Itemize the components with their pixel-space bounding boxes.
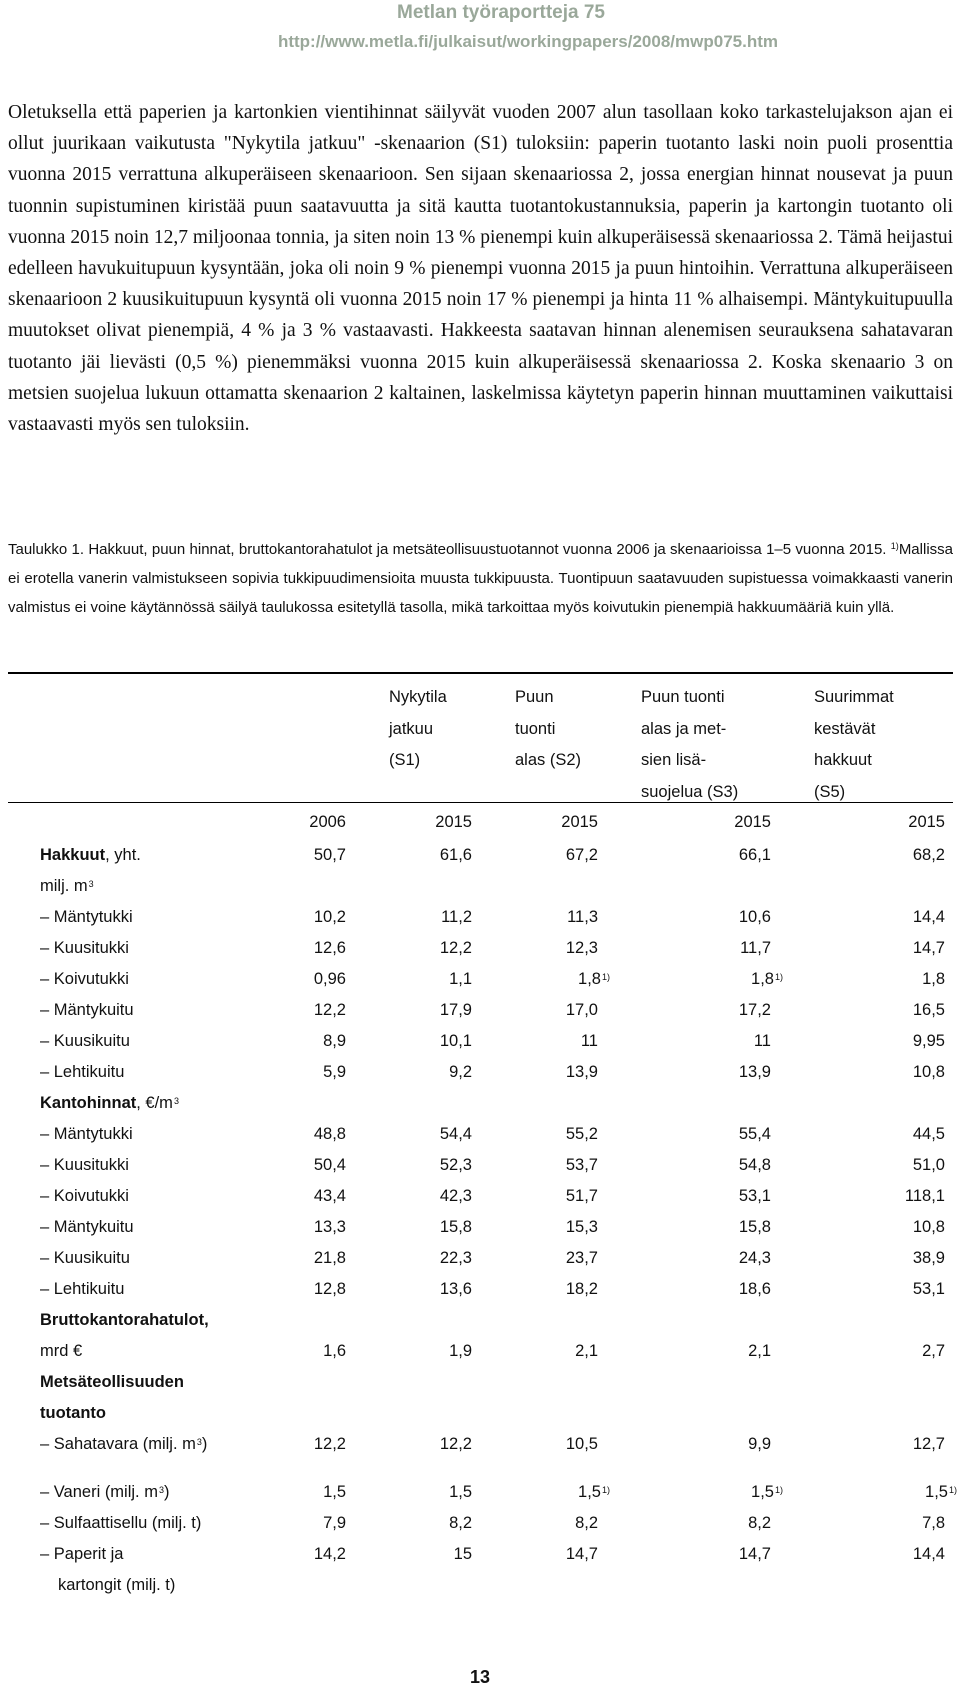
cell-value: 68,2 <box>912 846 945 864</box>
cell-value: 9,9 <box>748 1435 771 1453</box>
row-label <box>40 1367 184 1398</box>
cell-value: 11,7 <box>740 939 771 957</box>
row-label-superscript: 3 <box>173 1096 179 1106</box>
cell-value: 12,6 <box>313 939 346 957</box>
cell-value: 50,7 <box>313 846 346 864</box>
caption-footnote-marker: 1) <box>890 541 899 551</box>
cell-value: 55,2 <box>565 1125 598 1143</box>
table-cell-value <box>0 840 945 871</box>
row-label <box>40 871 94 902</box>
cell-value: 12,2 <box>439 939 472 957</box>
table-cell-value <box>0 902 945 933</box>
row-label-text: – Koivutukki <box>40 1187 129 1205</box>
cell-value: 8,2 <box>748 1514 771 1532</box>
row-label-text: – Kuusikuitu <box>40 1032 130 1050</box>
table-cell-value <box>0 933 945 964</box>
cell-value: 48,8 <box>313 1125 346 1143</box>
cell-value: 15,8 <box>439 1218 472 1236</box>
row-label-superscript: 3 <box>196 1437 202 1447</box>
row-label <box>40 1398 106 1429</box>
cell-value: 13,9 <box>738 1063 771 1081</box>
row-label-bold: Bruttokantorahatulot, <box>40 1311 209 1329</box>
row-label-text: mrd € <box>40 1342 83 1360</box>
cell-value: 51,7 <box>565 1187 598 1205</box>
cell-value: 53,7 <box>565 1156 598 1174</box>
cell-value: 12,8 <box>313 1280 346 1298</box>
cell-value: 9,95 <box>912 1032 945 1050</box>
cell-value: 14,4 <box>912 1545 945 1563</box>
cell-value: 11,3 <box>567 908 598 926</box>
cell-value: 12,2 <box>439 1435 472 1453</box>
cell-value: 1,5 <box>449 1483 472 1501</box>
cell-value: 53,1 <box>738 1187 771 1205</box>
cell-value: 1,8 <box>751 970 774 988</box>
cell-value: 17,9 <box>439 1001 472 1019</box>
table-cell-value <box>0 1057 945 1088</box>
scenario-header-line: (S5) <box>814 782 846 801</box>
cell-value: 17,2 <box>738 1001 771 1019</box>
cell-value: 11,2 <box>441 908 472 926</box>
scenario-header-line: suojelua (S3) <box>641 782 739 801</box>
table-cell-value <box>0 964 945 995</box>
cell-value: 14,7 <box>912 939 945 957</box>
cell-value: 1,5 <box>323 1483 346 1501</box>
cell-footnote-marker: 1) <box>774 1485 783 1495</box>
cell-value: 53,1 <box>912 1280 945 1298</box>
publication-url[interactable]: http://www.metla.fi/julkaisut/workingpapers/2008/mwp075.htm <box>277 32 778 51</box>
cell-value: 1,8 <box>578 970 601 988</box>
cell-value: 11 <box>753 1032 771 1050</box>
scenario-header-line: alas (S2) <box>515 751 582 769</box>
scenario-header-line: hakkuut <box>814 751 872 769</box>
row-label-text: – Kuusikuitu <box>40 1249 130 1267</box>
cell-value: 43,4 <box>313 1187 346 1205</box>
scenario-header-line: sien lisä- <box>641 751 707 769</box>
cell-value: 10,2 <box>313 908 346 926</box>
body-paragraph: Oletuksella että paperien ja kartonkien vientihinnat säilyvät vuoden 2007 alun tasollaan koko tarkastelujakson ajan ei ollut juurikaan vaikutusta "Nykytila jatkuu" -skenaarion (S1) tuloksiin: paperin tuotanto laski noin puoli prosenttia vuonna 2015 verrattuna alkuperäiseen skenaarioon. Sen sijaan skenaariossa 2, jossa energian hinnat nousevat ja puun tuonnin supistuminen kiristää puun saatavuutta ja sitä kautta tuotantokustannuksia, paperin ja kartongin tuotanto oli vuonna 2015 noin 12,7 miljoonaa tonnia, ja siten noin 13 % pienempi kuin alkuperäisessä skenaariossa 2. Tämä heijastui edelleen havukuitupuun kysyntään, joka oli noin 9 % pienempi vuonna 2015 ja puun hintoihin. Verrattuna alkuperäiseen skenaarioon 2 kuusikuitupuun kysyntä oli vuonna 2015 noin 17 % pienempi ja hinta 11 % alhaisempi. Mäntykuitupuulla muutokset olivat pienempiä, 4 % ja 3 % vastaavasti. Hakkeesta saatavan hinnan alenemisen seurauksena sahatavaran tuotanto jäi lievästi (0,5 %) pienemmäksi vuonna 2015 kuin alkuperäisessä skenaariossa 2. Koska skenaario 3 on metsien suojelua lukuun ottamatta skenaarion 2 kaltainen, laskelmissa käytetyn paperin hinnan muuttaminen vaikuttaisi vastaavasti myös sen tuloksiin. <box>8 102 953 436</box>
publication-title: Metlan työraportteja 75 <box>397 2 605 23</box>
cell-value: 54,8 <box>738 1156 771 1174</box>
cell-value: 18,6 <box>738 1280 771 1298</box>
cell-value: 2,1 <box>748 1342 771 1360</box>
cell-value: 1,1 <box>449 970 472 988</box>
cell-value: 2,7 <box>922 1342 945 1360</box>
table-cell-value <box>0 1539 945 1570</box>
cell-footnote-marker: 1) <box>948 1485 957 1495</box>
table-cell-value <box>0 1026 945 1057</box>
row-label-text: – Kuusitukki <box>40 939 129 957</box>
row-label-text: – Vaneri (milj. m <box>40 1483 158 1501</box>
cell-value: 10,6 <box>738 908 771 926</box>
row-label-end: ) <box>201 1435 208 1453</box>
cell-value: 15,8 <box>738 1218 771 1236</box>
row-label-superscript: 3 <box>158 1485 164 1495</box>
row-label <box>40 1305 209 1336</box>
table-cell-value <box>0 1336 945 1367</box>
cell-footnote-marker: 1) <box>601 1485 610 1495</box>
cell-value: 50,4 <box>313 1156 346 1174</box>
cell-value: 11 <box>580 1032 598 1050</box>
cell-value: 1,5 <box>751 1483 774 1501</box>
row-label-text: – Kuusitukki <box>40 1156 129 1174</box>
cell-value: 7,9 <box>323 1514 346 1532</box>
cell-value: 61,6 <box>439 846 472 864</box>
cell-value: 54,4 <box>439 1125 472 1143</box>
cell-value: 10,8 <box>912 1063 945 1081</box>
cell-value: 17,0 <box>565 1001 598 1019</box>
table-header-rule <box>8 802 953 803</box>
cell-value: 12,3 <box>565 939 598 957</box>
cell-value: 18,2 <box>565 1280 598 1298</box>
cell-footnote-marker: 1) <box>774 972 783 982</box>
cell-value: 1,5 <box>925 1483 948 1501</box>
cell-value: 13,6 <box>439 1280 472 1298</box>
year-header: 2006 <box>309 813 346 831</box>
cell-value: 22,3 <box>439 1249 472 1267</box>
cell-value: 38,9 <box>912 1249 945 1267</box>
cell-value: 10,5 <box>565 1435 598 1453</box>
cell-value: 2,1 <box>575 1342 598 1360</box>
row-label-text: – Koivutukki <box>40 970 129 988</box>
table-cell-value <box>0 1508 945 1539</box>
cell-value: 66,1 <box>738 846 771 864</box>
cell-value: 10,1 <box>439 1032 472 1050</box>
row-label-text: milj. m <box>40 877 88 895</box>
cell-value: 1,9 <box>449 1342 472 1360</box>
cell-value: 8,2 <box>449 1514 472 1532</box>
caption-text: Taulukko 1. Hakkuut, puun hinnat, bruttokantorahatulot ja metsäteollisuustuotannot vuonna 2006 ja skenaarioissa 1–5 vuonna 2015. <box>8 541 891 558</box>
cell-value: 55,4 <box>738 1125 771 1143</box>
row-label-text: – Mäntykuitu <box>40 1218 134 1236</box>
cell-value: 52,3 <box>439 1156 472 1174</box>
cell-value: 21,8 <box>313 1249 346 1267</box>
cell-value: 14,7 <box>738 1545 771 1563</box>
scenario-header-line: Suurimmat <box>814 688 894 706</box>
cell-value: 8,2 <box>575 1514 598 1532</box>
cell-value: 14,4 <box>912 908 945 926</box>
cell-value: 0,96 <box>313 970 346 988</box>
page-number: 13 <box>469 1667 491 1687</box>
cell-value: 1,6 <box>323 1342 346 1360</box>
cell-value: 44,5 <box>912 1125 945 1143</box>
row-label-text: – Sahatavara (milj. m <box>40 1435 196 1453</box>
cell-value: 9,2 <box>449 1063 472 1081</box>
cell-value: 13,3 <box>313 1218 346 1236</box>
table-cell-value <box>0 1181 945 1212</box>
row-label-superscript: 3 <box>88 879 94 889</box>
scenario-header-line: Nykytila <box>389 688 447 706</box>
cell-value: 12,2 <box>313 1435 346 1453</box>
cell-value: 10,8 <box>912 1218 945 1236</box>
row-label-text: – Mäntykuitu <box>40 1001 134 1019</box>
cell-value: 16,5 <box>912 1001 945 1019</box>
year-header: 2015 <box>734 813 771 831</box>
caption-footnote-text: Mallissa ei erotella vanerin valmistukseen sopivia tukkipuudimensioita muusta tukkipuusta. Tuontipuun saatavuuden supistuessa voimakkaasti vanerin valmistus ei voine käytännössä säilyä taulukossa esitetyllä tasolla, mikä tarkoittaa myös koivutukin pienempiä hakkuumääriä kuin yllä. <box>8 541 953 616</box>
cell-value: 24,3 <box>738 1249 771 1267</box>
cell-value: 1,5 <box>578 1483 601 1501</box>
table-caption <box>8 535 953 622</box>
cell-value: 14,2 <box>313 1545 346 1563</box>
table-cell-value <box>0 1274 945 1305</box>
scenario-header-line: kestävät <box>814 719 876 738</box>
scenario-header-line: jatkuu <box>389 719 434 738</box>
cell-value: 118,1 <box>904 1187 945 1205</box>
cell-value: 7,8 <box>922 1514 945 1532</box>
table-cell-value <box>0 1429 945 1460</box>
table-top-rule <box>8 672 953 674</box>
row-label-bold: Kantohinnat <box>40 1094 137 1112</box>
table-cell-value <box>0 1243 945 1274</box>
row-label-text: , yht. <box>105 846 141 864</box>
row-label-bold: tuotanto <box>40 1404 106 1422</box>
row-label <box>58 1570 175 1601</box>
scenario-header-line: Puun tuonti <box>641 688 725 706</box>
row-label-text: – Mäntytukki <box>40 1125 133 1143</box>
row-label-text: , €/m <box>136 1094 173 1112</box>
cell-value: 8,9 <box>323 1032 346 1050</box>
year-header: 2015 <box>435 813 472 831</box>
row-label-text: kartongit (milj. t) <box>58 1576 176 1594</box>
cell-value: 67,2 <box>565 846 598 864</box>
row-label-end: ) <box>163 1483 170 1501</box>
cell-value: 5,9 <box>323 1063 346 1081</box>
table-cell-value <box>0 1119 945 1150</box>
table-cell-value <box>0 995 945 1026</box>
row-label-bold: Hakkuut <box>40 846 106 864</box>
cell-value: 51,0 <box>912 1156 945 1174</box>
cell-value: 23,7 <box>565 1249 598 1267</box>
row-label <box>40 1088 179 1119</box>
cell-value: 13,9 <box>565 1063 598 1081</box>
cell-value: 1,8 <box>922 970 945 988</box>
scenario-header-line: Puun <box>515 688 554 706</box>
table-cell-value <box>0 1150 945 1181</box>
row-label-bold: Metsäteollisuuden <box>40 1373 184 1391</box>
row-label-text: – Lehtikuitu <box>40 1063 125 1081</box>
scenario-header-line: alas ja met- <box>641 719 727 738</box>
scenario-header-line: (S1) <box>389 751 421 769</box>
cell-footnote-marker: 1) <box>601 972 610 982</box>
cell-value: 15 <box>453 1545 472 1563</box>
row-label-text: – Sulfaattisellu (milj. t) <box>40 1514 202 1532</box>
cell-value: 15,3 <box>565 1218 598 1236</box>
year-header: 2015 <box>561 813 598 831</box>
cell-value: 42,3 <box>439 1187 472 1205</box>
cell-value: 12,7 <box>912 1435 945 1453</box>
table-cell-value <box>0 1477 957 1508</box>
year-header: 2015 <box>908 813 945 831</box>
table-cell-value <box>0 1212 945 1243</box>
row-label-text: – Lehtikuitu <box>40 1280 125 1298</box>
cell-value: 12,2 <box>313 1001 346 1019</box>
cell-value: 14,7 <box>565 1545 598 1563</box>
scenario-header-line: tuonti <box>515 719 556 738</box>
row-label-text: – Mäntytukki <box>40 908 133 926</box>
row-label-text: – Paperit ja <box>40 1545 124 1563</box>
